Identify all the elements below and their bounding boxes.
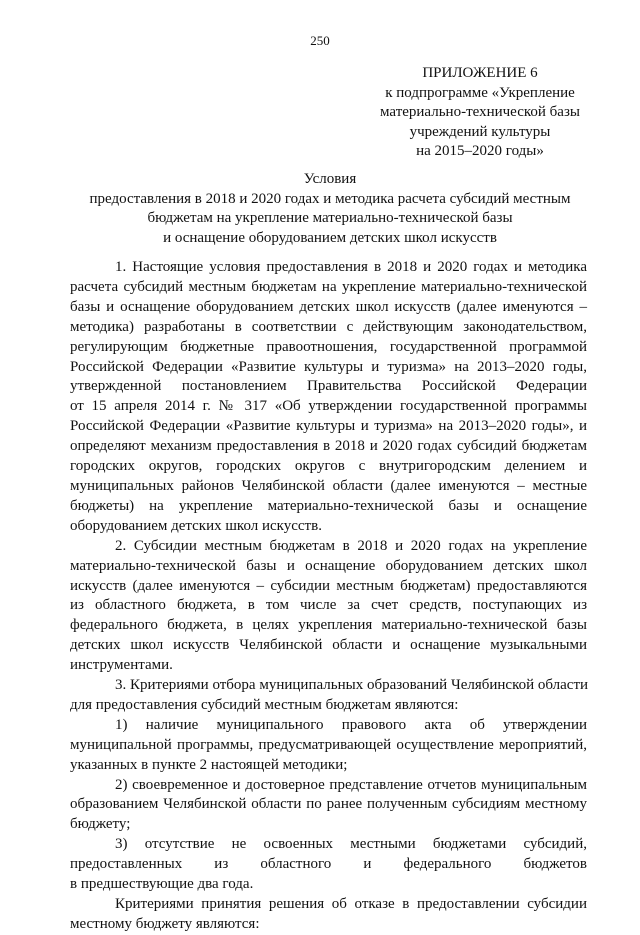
paragraph bbox=[70, 258, 587, 537]
paragraph-line: в предшествующие два года. bbox=[70, 876, 254, 893]
paragraph bbox=[70, 676, 587, 716]
paragraph-line: Российской Федерации «Развитие культуры и туризма» на 2013–2020 годы», и bbox=[70, 418, 587, 435]
paragraph bbox=[70, 537, 587, 676]
paragraph-line: 1) наличие муниципального правового акта об утверждении bbox=[115, 716, 587, 733]
paragraph-line: материально-технической базы и оснащение оборудованием детских школ bbox=[70, 557, 587, 574]
document-subtitle-line: предоставления в 2018 и 2020 годах и методика расчета субсидий местным bbox=[89, 190, 571, 207]
paragraph-line: для предоставления субсидий местным бюджетам являются: bbox=[70, 696, 459, 713]
paragraph-line: местному бюджету являются: bbox=[70, 915, 260, 932]
paragraph bbox=[70, 776, 587, 836]
paragraph-line: детских школ искусств Челябинской области и оснащение музыкальными bbox=[70, 637, 587, 654]
document-body bbox=[70, 258, 587, 935]
paragraph-line: бюджеты) на укрепление материально-технической базы и оснащение bbox=[70, 497, 587, 514]
paragraph-line: 1. Настоящие условия предоставления в 2018 и 2020 годах и методика bbox=[115, 259, 587, 275]
appendix-line: учреждений культуры bbox=[409, 123, 551, 140]
paragraph-line: муниципальной программы, предусматривающей осуществление мероприятий, bbox=[70, 736, 587, 753]
document-heading: Условия bbox=[303, 171, 357, 187]
paragraph-line: утвержденной постановлением Правительства Российской Федерации bbox=[70, 378, 587, 395]
appendix-title: ПРИЛОЖЕНИЕ 6 bbox=[422, 65, 538, 81]
paragraph-line: 2) своевременное и достоверное представление отчетов муниципальным bbox=[115, 776, 587, 793]
appendix-block bbox=[360, 64, 600, 162]
appendix-line: материально-технической базы bbox=[380, 104, 580, 120]
paragraph-line: образованием Челябинской области по ранее полученным субсидиям местному bbox=[70, 796, 587, 813]
paragraph-line: 3. Критериями отбора муниципальных образований Челябинской области bbox=[115, 677, 589, 694]
paragraph-line: указанных в пункте 2 настоящей методики; bbox=[70, 756, 348, 773]
page-number: 250 bbox=[310, 33, 330, 48]
appendix-line: к подпрограмме «Укрепление bbox=[385, 84, 575, 101]
document-subtitle-line: и оснащение оборудованием детских школ искусств bbox=[163, 229, 497, 246]
paragraph-line: методика) разработаны в соответствии с действующим законодательством, bbox=[70, 318, 587, 335]
paragraph-line: муниципальных районов Челябинской области (далее именуются – местные bbox=[70, 477, 587, 494]
paragraph-line: Российской Федерации «Развитие культуры и туризма» на 2013–2020 годы, bbox=[70, 358, 587, 375]
paragraph-line: из областного бюджета, в том числе за счет средств, поступающих из bbox=[70, 597, 587, 614]
paragraph-line: базы и оснащение оборудованием детских школ искусств (далее именуются – bbox=[70, 298, 587, 315]
document-title bbox=[60, 170, 600, 248]
paragraph-line: инструментами. bbox=[70, 657, 173, 674]
paragraph-line: 3) отсутствие не освоенных местными бюджетами субсидий, bbox=[115, 836, 587, 853]
paragraph-line: расчета субсидий местным бюджетам на укрепление материально-технической bbox=[70, 278, 587, 295]
paragraph-line: искусств (далее именуются – субсидии местным бюджетам) предоставляются bbox=[70, 577, 587, 594]
paragraph-line: оборудованием детских школ искусств. bbox=[70, 517, 322, 534]
paragraph bbox=[70, 716, 587, 776]
paragraph-line: Критериями принятия решения об отказе в предоставлении субсидии bbox=[115, 896, 587, 912]
paragraph-line: городских округов, городских округов с внутригородским делением и bbox=[70, 458, 587, 475]
paragraph-line: определяют механизм предоставления в 2018 и 2020 годах субсидий бюджетам bbox=[70, 438, 587, 455]
paragraph-line: от 15 апреля 2014 г. № 317 «Об утверждении государственной программы bbox=[70, 398, 587, 415]
document-subtitle-line: бюджетам на укрепление материально-технической базы bbox=[147, 210, 513, 226]
paragraph-line: федерального бюджета, в целях укрепления материально-технической базы bbox=[70, 617, 587, 634]
appendix-line: на 2015–2020 годы» bbox=[416, 143, 544, 159]
paragraph bbox=[70, 835, 587, 895]
paragraph-line: предоставленных из областного и федерального бюджетов bbox=[70, 856, 587, 873]
paragraph-line: 2. Субсидии местным бюджетам в 2018 и 2020 годах на укрепление bbox=[115, 537, 587, 554]
paragraph-line: регулирующим бюджетные правоотношения, государственной программой bbox=[70, 338, 587, 355]
paragraph-line: бюджету; bbox=[70, 816, 131, 833]
paragraph bbox=[70, 895, 587, 935]
